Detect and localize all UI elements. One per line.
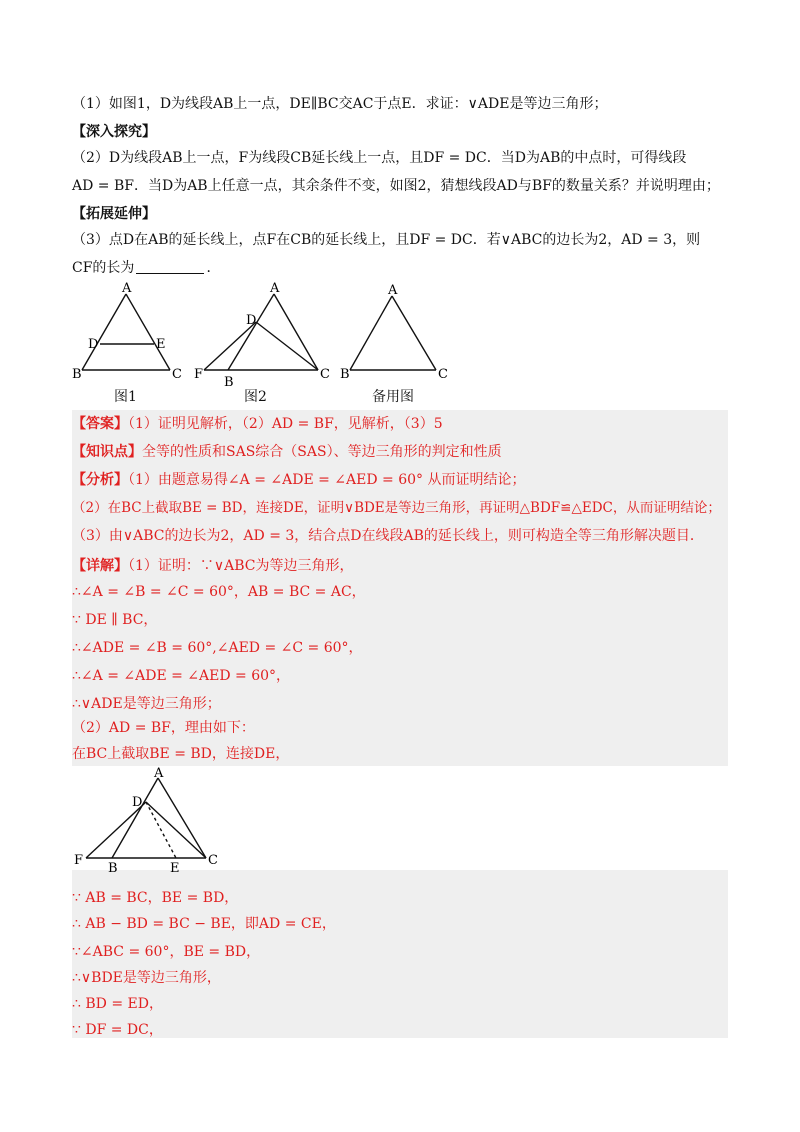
proof-step-11: ∴∨BDE是等边三角形， (72, 970, 221, 986)
knowledge-text: 全等的性质和SAS综合（SAS）、等边三角形的判定和性质 (142, 444, 502, 460)
fig1-label-c: C (172, 367, 182, 382)
question-part1: （1）如图1，D为线段AB上一点，DE∥BC交AC于点E．求证：∨ADE是等边三角形； (72, 96, 608, 112)
fig1-label-d: D (88, 337, 99, 352)
answer-blank (136, 259, 204, 274)
fig2-label-b: B (224, 375, 234, 388)
figure-2-caption: 图2 (244, 389, 267, 405)
proof-step-6: （2）AD = BF，理由如下： (72, 720, 255, 736)
knowledge-tag: 【知识点】 (72, 444, 142, 460)
fig2-label-a: A (270, 282, 280, 296)
question-part3-end: ． (206, 260, 221, 276)
analysis-text-1: （1）由题意易得∠A = ∠ADE = ∠AED = 60° 从而证明结论； (128, 472, 526, 488)
proof-step-7: 在BC上截取BE = BD，连接DE， (72, 746, 290, 762)
figure-2-diagram (190, 282, 340, 388)
proof-step-3: ∴∠ADE = ∠B = 60°,∠AED = ∠C = 60°， (72, 640, 363, 656)
answer-tag: 【答案】 (72, 416, 128, 432)
answer-line (72, 414, 443, 434)
proof-step-1: ∴∠A = ∠B = ∠C = 60°，AB = BC = AC， (72, 584, 366, 600)
fig1-label-a: A (122, 282, 132, 296)
figure-4-diagram (72, 766, 222, 876)
proof-step-13: ∵ DF = DC， (72, 1022, 163, 1038)
proof-step-12: ∴ BD = ED， (72, 996, 163, 1012)
analysis-line-1 (72, 470, 525, 490)
fig4-label-e: E (170, 861, 180, 876)
fig1-label-e: E (156, 337, 166, 352)
fig2-label-f: F (194, 367, 204, 382)
proof-step-5: ∴∨ADE是等边三角形； (72, 696, 221, 712)
fig4-label-f: F (74, 853, 84, 868)
fig1-label-b: B (72, 367, 82, 382)
knowledge-line (72, 442, 502, 462)
answer-text: （1）证明见解析，（2）AD = BF，见解析，（3）5 (128, 416, 443, 432)
question-part3-line1: （3）点D在AB的延长线上，点F在CB的延长线上，且DF = DC．若∨ABC的边长为2，AD = 3，则 (72, 232, 701, 248)
fig4-label-c: C (208, 853, 218, 868)
proof-step-9: ∴ AB − BD = BC − BE，即AD = CE， (72, 916, 336, 932)
section-extend-heading: 【拓展延伸】 (72, 206, 156, 222)
proof-step-8: ∵ AB = BC，BE = BD， (72, 890, 239, 906)
analysis-tag: 【分析】 (72, 472, 128, 488)
detail-tag: 【详解】 (72, 558, 128, 574)
section-explore-heading: 【深入探究】 (72, 124, 156, 140)
figure-1-caption: 图1 (114, 389, 137, 405)
analysis-line-3: （3）由∨ABC的边长为2，AD = 3，结合点D在线段AB的延长线上，则可构造全等三角形解决题目． (72, 528, 704, 544)
fig3-label-b: B (340, 367, 350, 382)
analysis-line-2: （2）在BC上截取BE = BD，连接DE，证明∨BDE是等边三角形，再证明△BDF≌△EDC，从而证明结论； (72, 500, 721, 516)
proof-step-10: ∵∠ABC = 60°，BE = BD， (72, 944, 261, 960)
fig3-label-c: C (438, 367, 448, 382)
proof-step-4: ∴∠A = ∠ADE = ∠AED = 60°， (72, 668, 291, 684)
question-part3-text: CF的长为 (72, 260, 135, 276)
fig4-label-a: A (154, 766, 164, 781)
figure-3-diagram (336, 282, 456, 382)
figure-1-diagram (68, 282, 188, 382)
detail-text-1: （1）证明：∵∨ABC为等边三角形， (128, 558, 354, 574)
fig2-label-d: D (246, 313, 257, 328)
detail-line-1 (72, 556, 354, 576)
proof-step-2: ∵ DE ∥ BC， (72, 612, 158, 628)
question-part3-line2 (72, 258, 220, 278)
fig2-label-c: C (320, 367, 330, 382)
fig4-label-b: B (108, 861, 118, 876)
question-part2-line2: AD = BF．当D为AB上任意一点，其余条件不变，如图2，猜想线段AD与BF的数量关系？并说明理由； (72, 178, 720, 194)
figure-3-caption: 备用图 (372, 389, 414, 405)
question-part2-line1: （2）D为线段AB上一点，F为线段CB延长线上一点，且DF = DC．当D为AB的中点时，可得线段 (72, 150, 687, 166)
fig4-label-d: D (132, 795, 143, 810)
fig3-label-a: A (388, 283, 398, 298)
